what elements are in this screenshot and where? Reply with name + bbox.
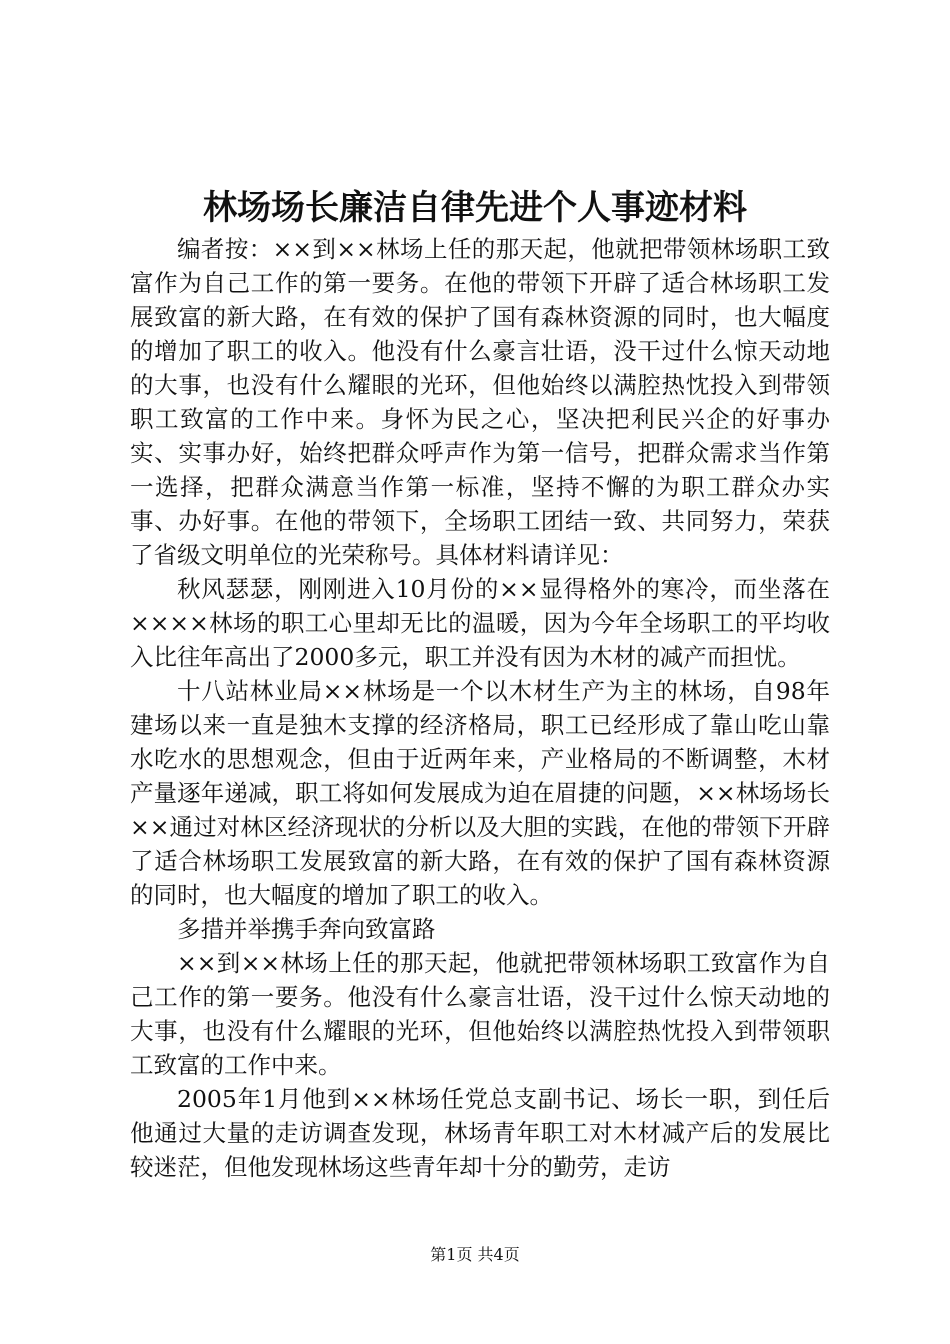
section-heading: 多措并举携手奔向致富路 — [177, 915, 436, 943]
paragraph-editor-note: 编者按：××到××林场上任的那天起，他就把带领林场职工致富作为自己工作的第一要务。在他的带领下开辟了适合林场职工发展致富的新大路，在有效的保护了国有森林资源的同时，也大幅度的增加了职工的收入。他没有什么豪言壮语，没干过什么惊天动地的大事，也没有什么耀眼的光环，但他始终以满腔热忱投入到带领职工致富的工作中来。身怀为民之心，坚决把利民兴企的好事办实、实事办好，始终把群众呼声作为第一信号，把群众需求当作第一选择，把群众满意当作第一标准，坚持不懈的为职工群众办实事、办好事。在他的带领下，全场职工团结一致、共同努力，荣获了省级文明单位的光荣称号。具体材料请详见： — [130, 235, 830, 569]
page-number: 第1页 共4页 — [430, 1245, 520, 1264]
paragraph-background: 十八站林业局××林场是一个以木材生产为主的林场，自98年建场以来一直是独木支撑的经济格局，职工已经形成了靠山吃山靠水吃水的思想观念，但由于近两年来，产业格局的不断调整，木材产量逐年递减，职工将如何发展成为迫在眉捷的问题，××林场场长××通过对林区经济现状的分析以及大胆的实践，在他的带领下开辟了适合林场职工发展致富的新大路，在有效的保护了国有森林资源的同时，也大幅度的增加了职工的收入。 — [130, 677, 830, 909]
document-title: 林场场长廉洁自律先进个人事迹材料 — [203, 188, 747, 228]
paragraph-2005: 2005年1月他到××林场任党总支副书记、场长一职，到任后他通过大量的走访调查发现，林场青年职工对木材减产后的发展比较迷茫，但他发现林场这些青年却十分的勤劳，走访 — [130, 1085, 830, 1181]
paragraph-first-priority: ××到××林场上任的那天起，他就把带领林场职工致富作为自己工作的第一要务。他没有什么豪言壮语，没干过什么惊天动地的大事，也没有什么耀眼的光环，但他始终以满腔热忱投入到带领职工致富的工作中来。 — [130, 949, 830, 1079]
paragraph-autumn: 秋风瑟瑟，刚刚进入10月份的××显得格外的寒冷，而坐落在××××林场的职工心里却无比的温暖，因为今年全场职工的平均收入比往年高出了2000多元，职工并没有因为木材的减产而担忧。 — [130, 575, 830, 671]
document-body — [130, 232, 830, 1184]
